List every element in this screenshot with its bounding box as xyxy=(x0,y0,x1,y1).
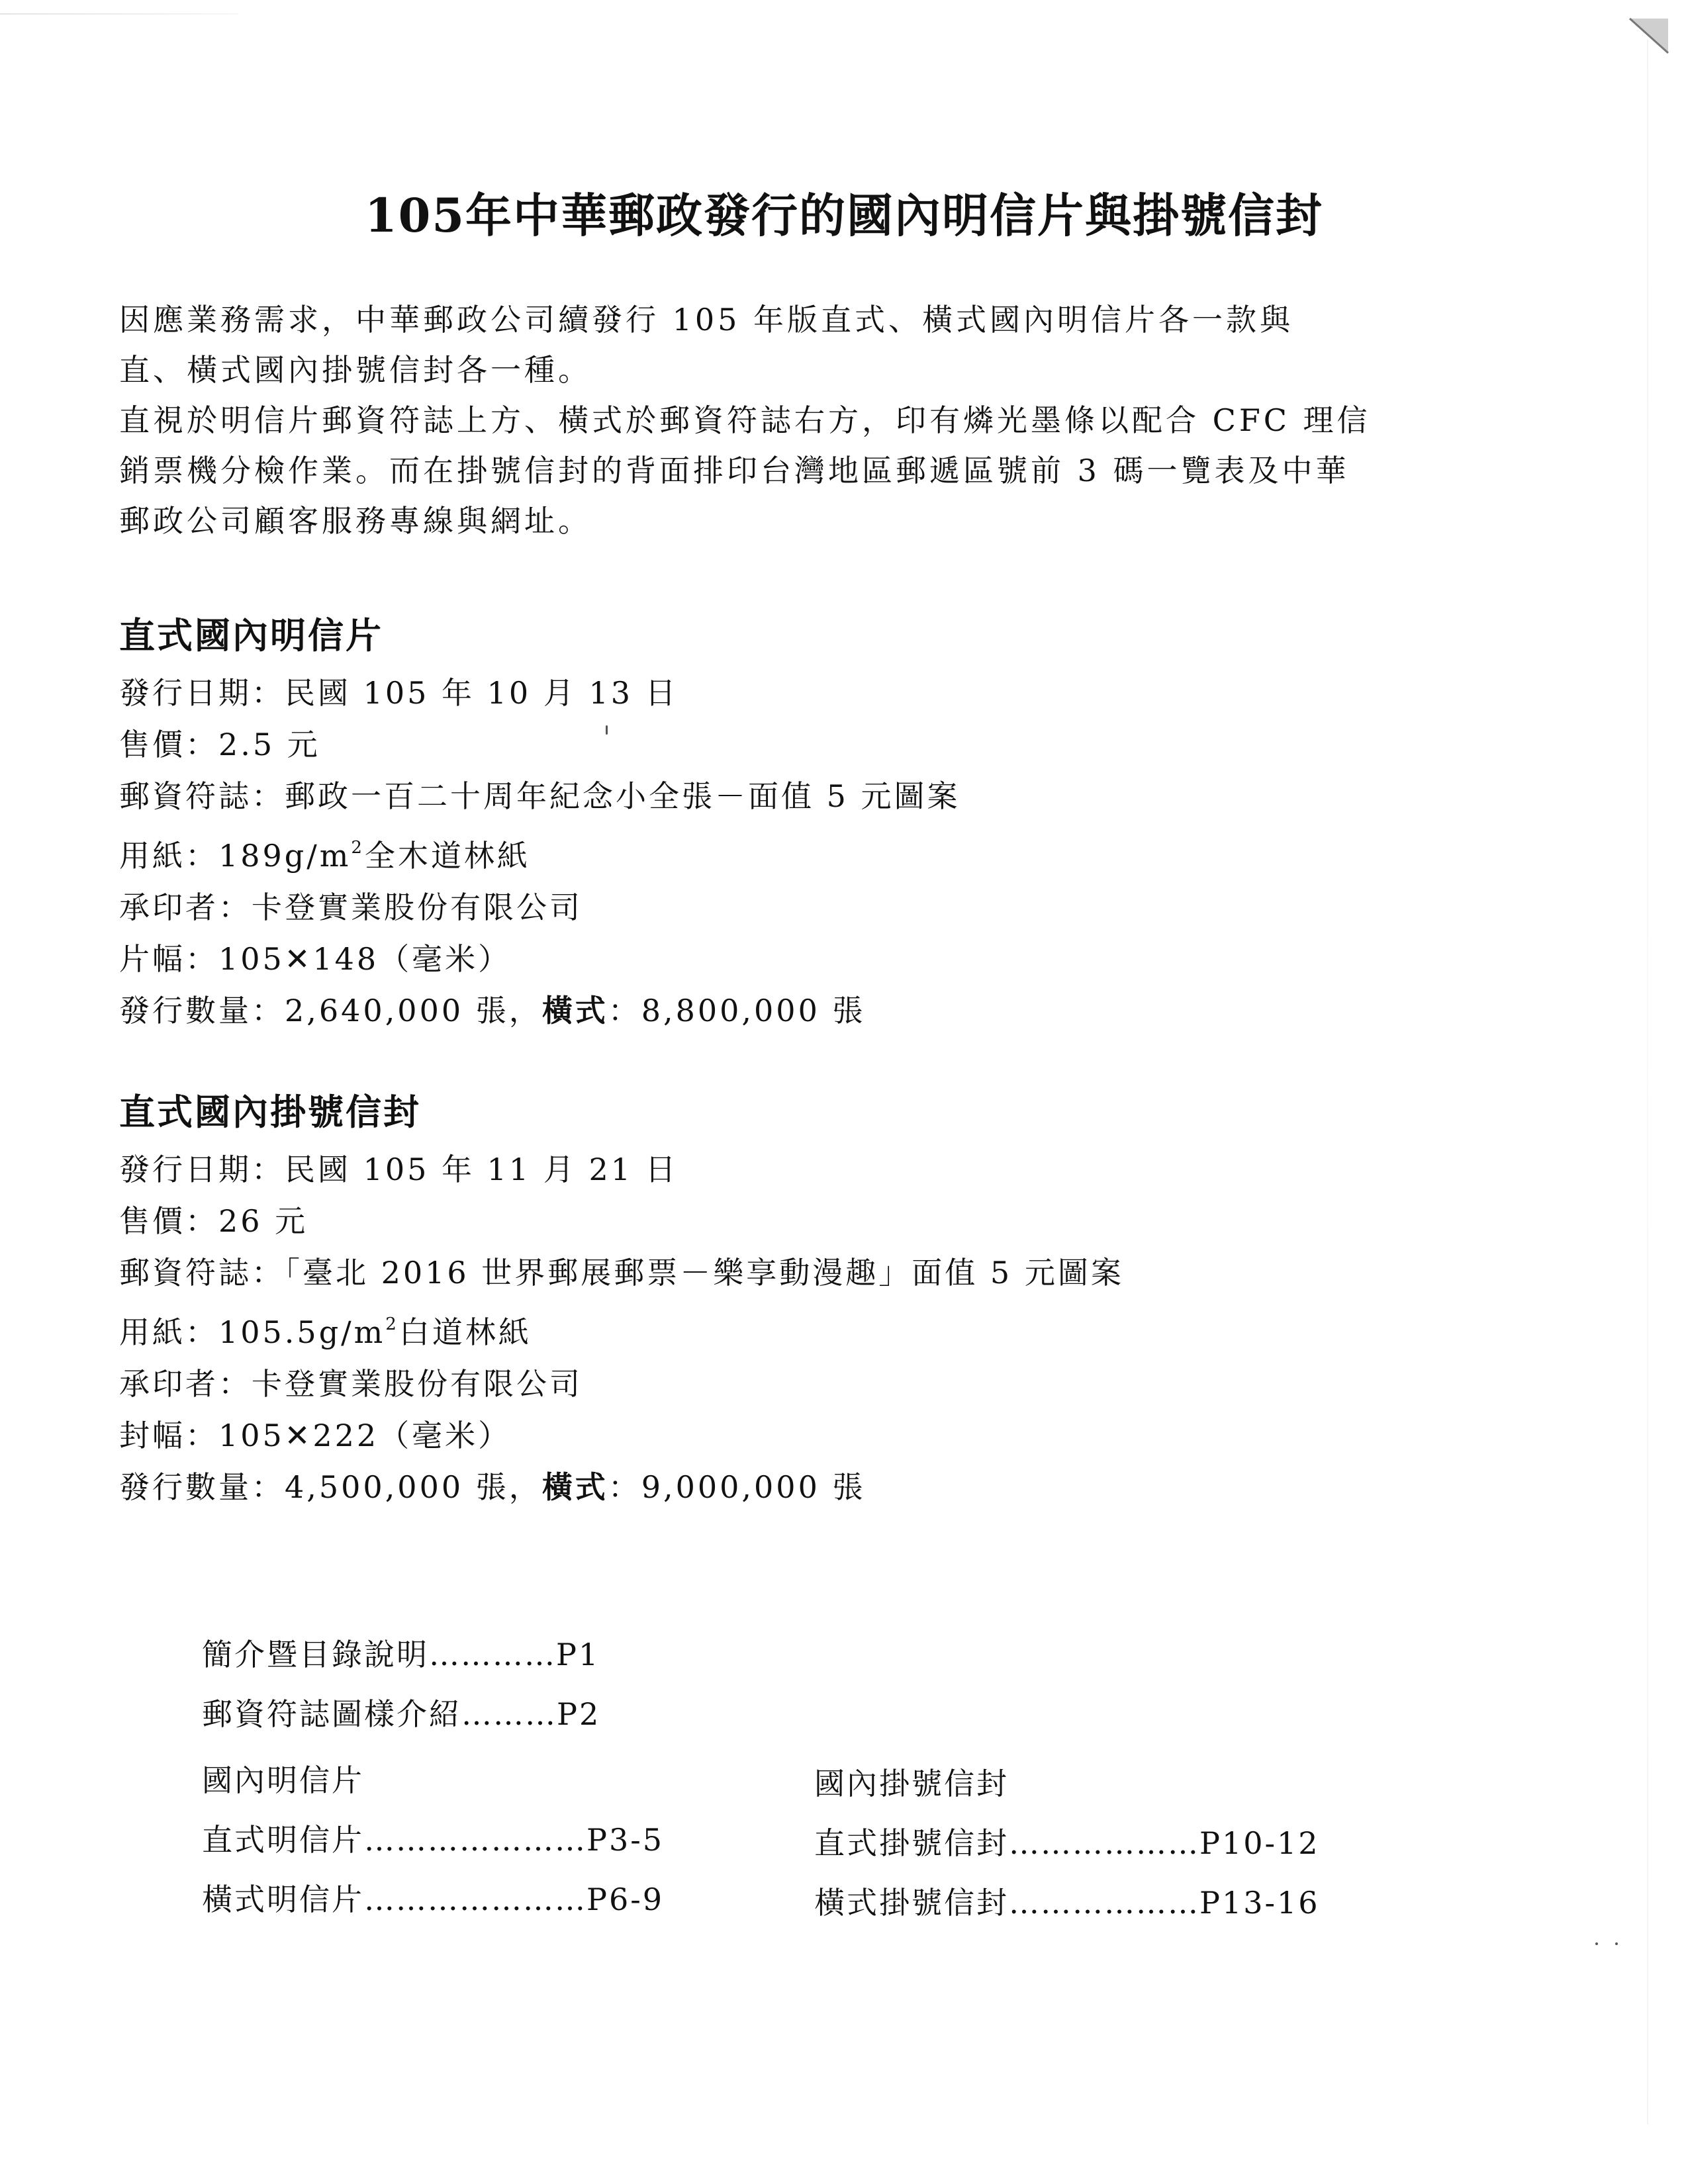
postcard-section xyxy=(119,609,1443,1036)
scan-speck xyxy=(1595,1942,1598,1945)
envelope-section xyxy=(119,1085,1443,1513)
intro-line: 郵政公司顧客服務專線與網址。 xyxy=(119,503,592,539)
envelope-price: 售價：26 元 xyxy=(119,1203,308,1239)
postcard-size: 片幅：105✕148（毫米） xyxy=(119,941,512,977)
envelope-heading: 直式國內掛號信封 xyxy=(119,1091,421,1133)
page-title: 105年中華郵政發行的國內明信片與掛號信封 xyxy=(364,188,1324,243)
envelope-stamp: 郵資符誌：「臺北 2016 世界郵展郵票－樂享動漫趣」面值 5 元圖案 xyxy=(119,1255,1124,1291)
envelope-paper: 用紙：$105.5g/m^2$白道林紙 xyxy=(119,1314,532,1350)
toc-envelope-horizontal: 橫式掛號信封………………P13-16 xyxy=(814,1885,1320,1921)
postcard-issue-date: 發行日期：民國 105 年 10 月 13 日 xyxy=(119,675,679,711)
toc-intro-entry: 簡介暨目錄說明…………P1 xyxy=(202,1637,600,1672)
postcard-printer: 承印者：卡登實業股份有限公司 xyxy=(119,889,583,925)
postcard-heading: 直式國內明信片 xyxy=(119,614,383,657)
scan-speck xyxy=(1615,1942,1618,1945)
toc-postcard-vertical: 直式明信片…………………P3-5 xyxy=(202,1822,665,1858)
postcard-quantity: 發行數量：2,640,000 張，橫式：8,800,000 張 xyxy=(119,993,866,1028)
intro-paragraph xyxy=(119,295,1476,546)
envelope-size: 封幅：105✕222（毫米） xyxy=(119,1418,512,1453)
envelope-printer: 承印者：卡登實業股份有限公司 xyxy=(119,1366,583,1402)
toc-postcard-horizontal: 橫式明信片…………………P6-9 xyxy=(202,1882,665,1917)
intro-line: 銷票機分檢作業。而在掛號信封的背面排印台灣地區郵遞區號前 3 碼一覽表及中華 xyxy=(119,453,1350,488)
toc-stamp-entry: 郵資符誌圖樣介紹………P2 xyxy=(202,1696,601,1732)
intro-line: 直視於明信片郵資符誌上方、橫式於郵資符誌右方，印有燐光墨條以配合 CFC 理信 xyxy=(119,402,1371,438)
envelope-quantity: 發行數量：4,500,000 張，橫式：9,000,000 張 xyxy=(119,1469,866,1505)
postcard-stamp: 郵資符誌：郵政一百二十周年紀念小全張－面值 5 元圖案 xyxy=(119,778,961,814)
intro-line: 直、橫式國內掛號信封各一種。 xyxy=(119,352,592,388)
toc-postcard-header: 國內明信片 xyxy=(202,1762,364,1798)
scan-right-edge xyxy=(1647,40,1648,2124)
page-corner-fold-icon xyxy=(1628,13,1688,73)
toc-envelope-header: 國內掛號信封 xyxy=(814,1766,1009,1801)
envelope-issue-date: 發行日期：民國 105 年 11 月 21 日 xyxy=(119,1152,679,1187)
scan-edge-line xyxy=(0,13,238,15)
toc-envelope-vertical: 直式掛號信封………………P10-12 xyxy=(814,1825,1320,1861)
intro-line: 因應業務需求，中華郵政公司續發行 105 年版直式、橫式國內明信片各一款與 xyxy=(119,302,1294,338)
postcard-price: 售價：2.5 元 xyxy=(119,727,320,762)
postcard-paper: 用紙：$189g/m^2$全木道林紙 xyxy=(119,838,530,874)
